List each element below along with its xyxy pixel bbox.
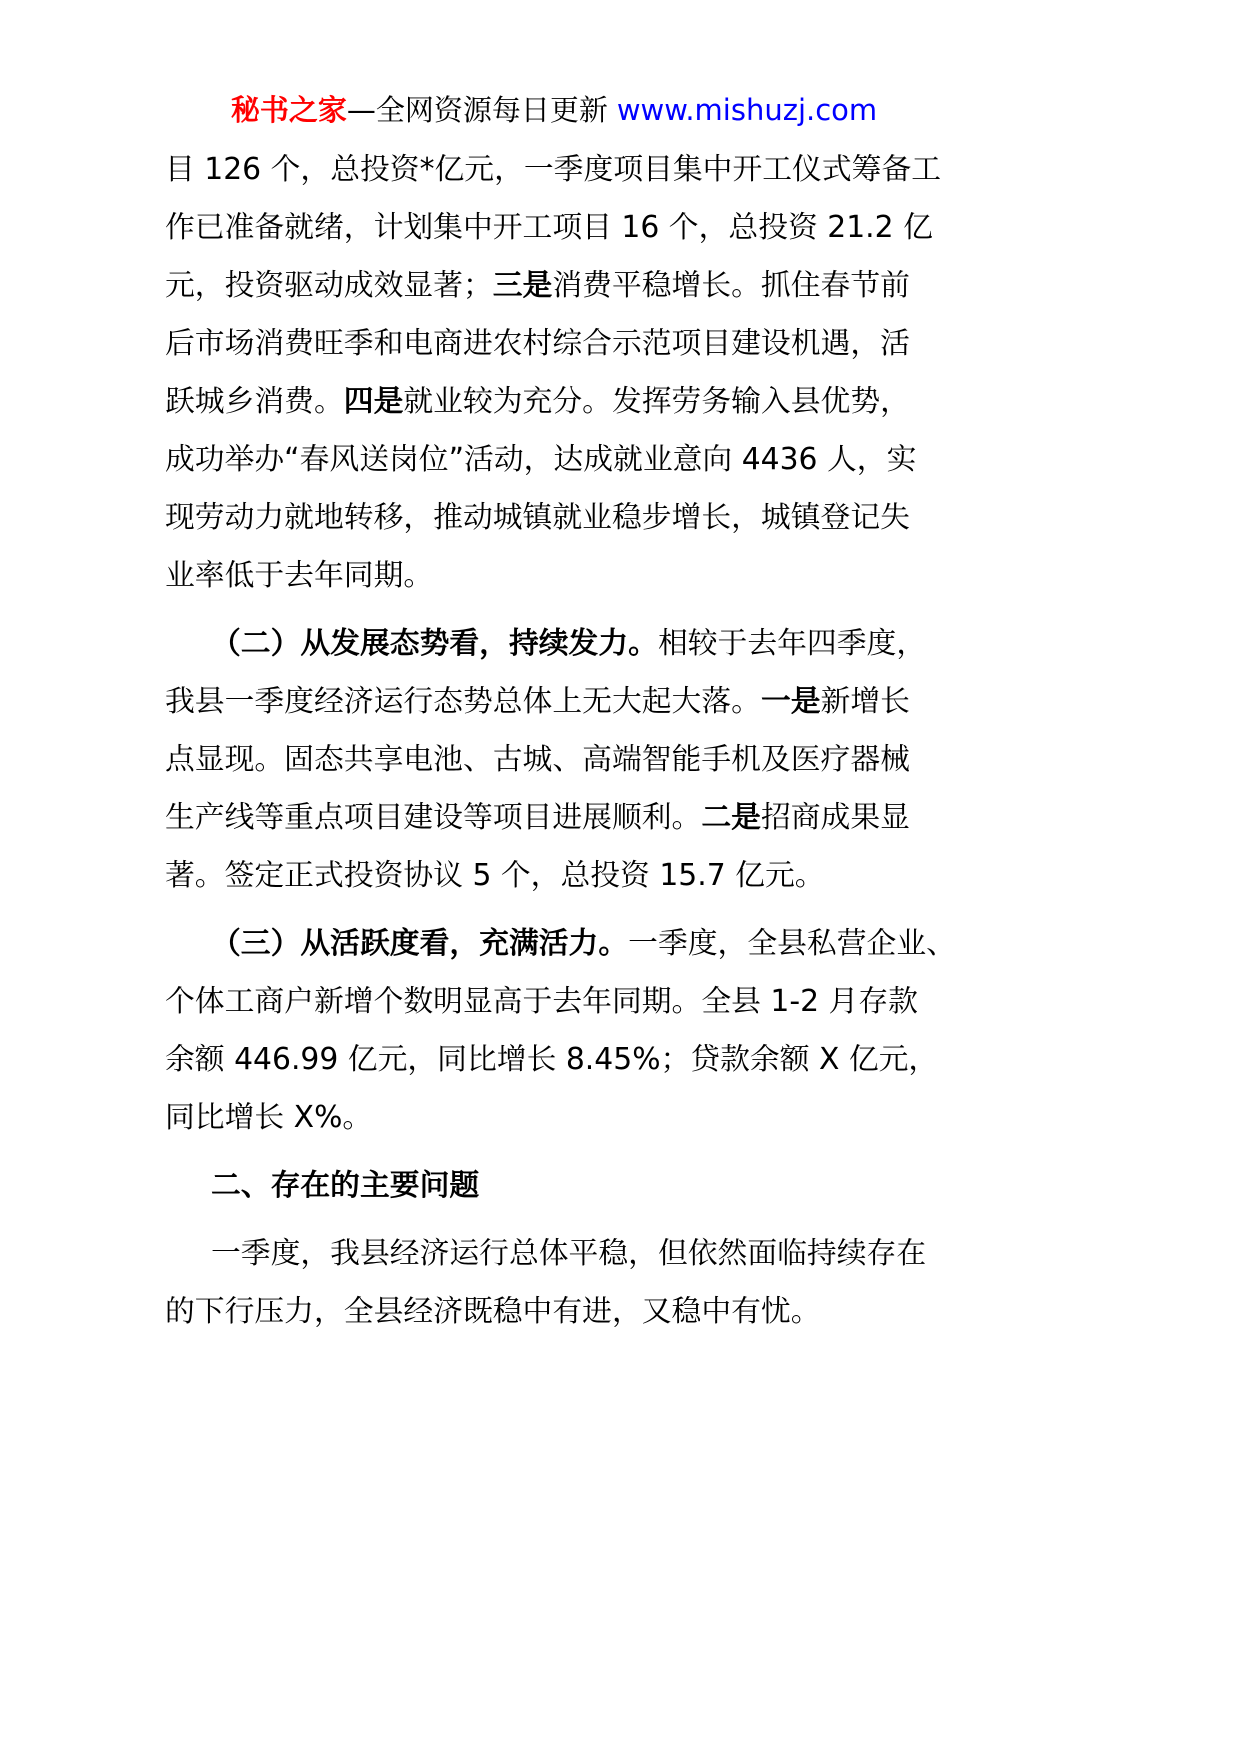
site-url-link[interactable]: www.mishuzj.com [616,93,878,127]
text-line [165,789,965,847]
text-run: 业率低于去年同期。 [165,558,434,593]
document-body [165,141,965,1351]
enumeration-marker: 一是 [760,684,821,719]
text-line [165,257,965,315]
text-run: 现劳动力就地转移，推动城镇就业稳步增长，城镇登记失 [165,500,910,535]
text-run: 的下行压力，全县经济既稳中有进，又稳中有忧。 [165,1294,821,1329]
text-run: 新增长 [820,684,910,719]
text-run: 相较于去年四季度， [657,626,927,661]
text-line [165,615,965,673]
text-run: 一季度，我县经济运行总体平稳，但依然面临持续存在 [211,1236,927,1271]
text-run: 元，投资驱动成效显著； [165,268,493,303]
text-run: 后市场消费旺季和电商进农村综合示范项目建设机遇，活 [165,326,910,361]
subsection-title: （三）从活跃度看，充满活力。 [211,926,629,961]
text-run: 同比增长 X%。 [165,1100,373,1135]
text-line [165,141,965,199]
text-line [165,315,965,373]
text-run: 招商成果显 [760,800,910,835]
text-line [165,847,965,905]
text-line [165,1089,965,1147]
paragraph [165,1225,965,1341]
site-banner [168,81,940,139]
text-run: 生产线等重点项目建设等项目进展顺利。 [165,800,702,835]
paragraph [165,915,965,1147]
text-run: 一季度，全县私营企业、 [628,926,956,961]
enumeration-marker: 四是 [343,384,404,419]
section-heading-block [165,1157,965,1215]
text-line [165,547,965,605]
text-line [165,973,965,1031]
text-run: 目 126 个，总投资*亿元，一季度项目集中开工仪式筹备工 [165,152,942,187]
subsection-title: （二）从发展态势看，持续发力。 [211,626,658,661]
enumeration-marker: 三是 [492,268,553,303]
text-run: 个体工商户新增个数明显高于去年同期。全县 1-2 月存款 [165,984,918,1019]
text-run: 跃城乡消费。 [165,384,344,419]
text-run: 成功举办“春风送岗位”活动，达成就业意向 4436 人，实 [165,442,917,477]
text-run: 著。签定正式投资协议 5 个，总投资 15.7 亿元。 [165,858,825,893]
enumeration-marker: 二是 [701,800,761,835]
text-line [165,431,965,489]
text-run: 消费平稳增长。抓住春节前 [552,268,910,303]
paragraph [165,141,965,605]
text-line [165,731,965,789]
section-heading: 二、存在的主要问题 [211,1168,480,1203]
text-line [165,1225,965,1283]
site-brand: 秘书之家 [230,93,347,127]
text-line [165,1283,965,1341]
text-line [165,673,965,731]
text-line [165,199,965,257]
text-run: 就业较为充分。发挥劳务输入县优势， [403,384,910,419]
site-tagline: —全网资源每日更新 [346,93,608,127]
text-run: 余额 446.99 亿元，同比增长 8.45%；贷款余额 X 亿元， [165,1042,939,1077]
text-line [165,373,965,431]
text-line [165,915,965,973]
text-run: 点显现。固态共享电池、古城、高端智能手机及医疗器械 [165,742,910,777]
text-run: 作已准备就绪，计划集中开工项目 16 个，总投资 21.2 亿 [165,210,933,245]
text-line [165,489,965,547]
text-run: 我县一季度经济运行态势总体上无大起大落。 [165,684,761,719]
paragraph [165,615,965,905]
text-line [165,1031,965,1089]
